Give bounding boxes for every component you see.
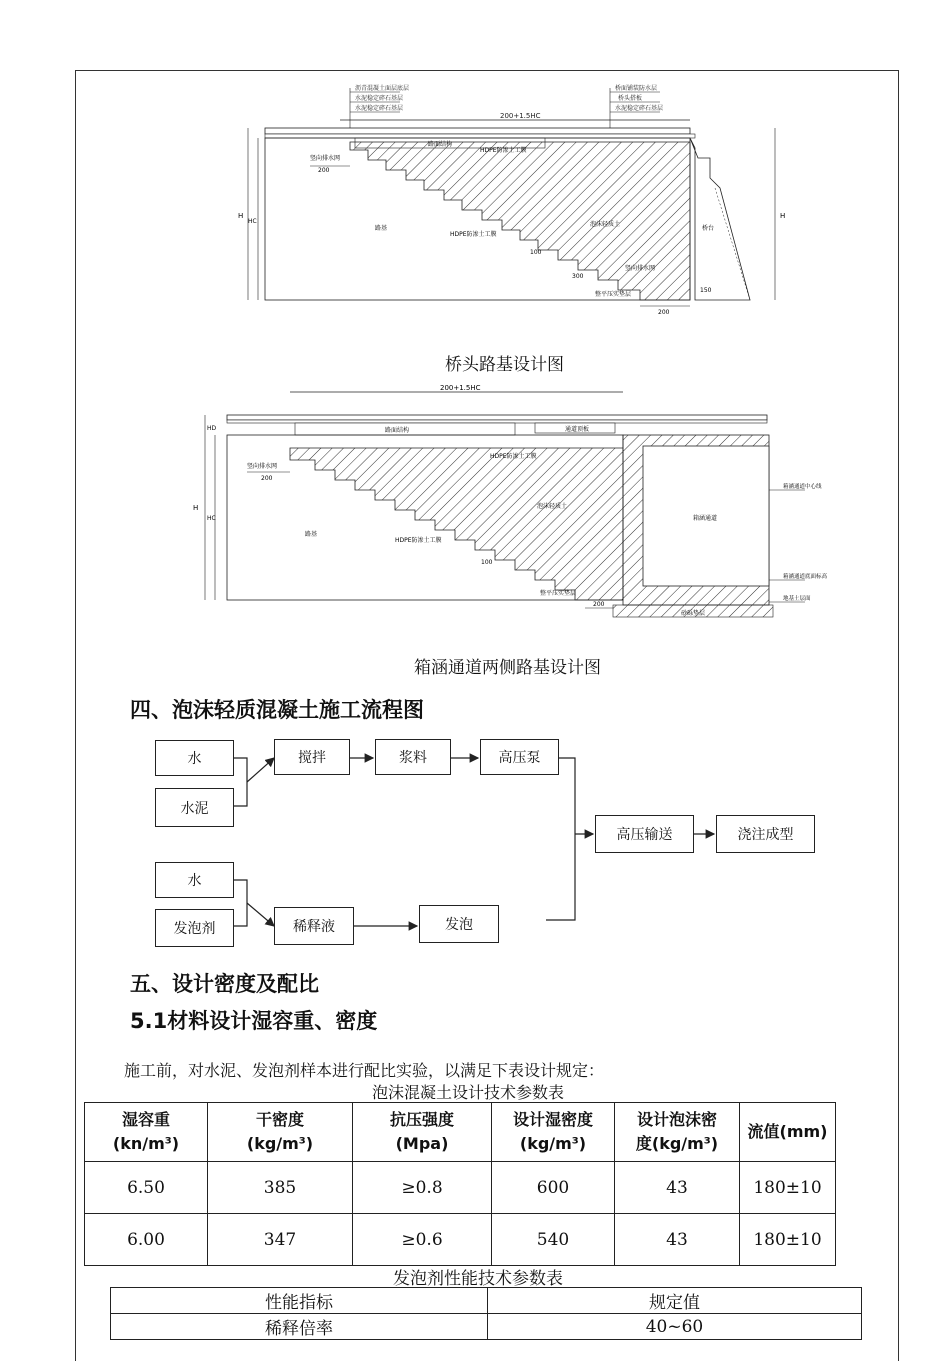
foaming-agent-param-table (110, 1287, 862, 1340)
label-drain-top: 竖向排水网 (310, 155, 341, 162)
label-roof: 通道顶板 (565, 426, 590, 433)
label-drain-bottom: 竖向排水网 (625, 265, 656, 272)
flow-pour: 浇注成型 (716, 815, 815, 853)
label-embankment: 路基 (375, 225, 388, 232)
table-header: 流值(mm) (740, 1103, 836, 1162)
label-foam-fill-2: 泡沫轻质土 (537, 503, 568, 510)
label-layer3: 水泥稳定碎石基层 (355, 105, 404, 112)
label-cushion: 砂砾垫层 (681, 610, 706, 617)
foam-concrete-param-table (84, 1102, 836, 1266)
table2-title: 发泡剂性能技术参数表 (393, 1269, 563, 1289)
dim-150: 150 (700, 287, 712, 294)
dim-label-top: 200+1.5HC (500, 112, 541, 120)
label-embankment-2: 路基 (305, 531, 318, 538)
table-cell: 180±10 (740, 1162, 836, 1214)
box-culvert-roadbed-drawing (185, 380, 835, 630)
label-foam-fill: 泡沫轻质土 (590, 221, 621, 228)
label-ground: 地基土层面 (783, 596, 811, 602)
flow-slurry: 浆料 (375, 739, 451, 775)
table-row (111, 1314, 862, 1340)
label-box: 箱涵通道 (693, 515, 718, 522)
flow-mix: 搅拌 (274, 739, 350, 775)
flow-foaming-agent: 发泡剂 (155, 909, 234, 947)
table-header: 湿容重 (kn/m³) (85, 1103, 208, 1162)
table-cell: ≥0.6 (353, 1214, 492, 1266)
dim-200a-2: 200 (261, 475, 273, 482)
label-pavement-2: 路面结构 (385, 427, 410, 434)
table-row (85, 1162, 836, 1214)
table-cell: 43 (615, 1162, 740, 1214)
section4-title: 四、泡沫轻质混凝土施工流程图 (130, 698, 424, 722)
table-header: 设计湿密度 (kg/m³) (492, 1103, 615, 1162)
table-header-row (111, 1288, 862, 1314)
dim-H-right: H (780, 212, 786, 220)
label-base-leveling-2: 整平压实垫层 (540, 590, 577, 597)
label-hdpe-top-2: HDPE防渗土工膜 (490, 453, 537, 460)
label-base-leveling: 整平压实垫层 (595, 291, 632, 298)
dim-label-top-2: 200+1.5HC (440, 384, 481, 392)
dim-200a: 200 (318, 167, 330, 174)
table-cell: 540 (492, 1214, 615, 1266)
table-header: 设计泡沫密 度(kg/m³) (615, 1103, 740, 1162)
dim-200b: 200 (658, 309, 670, 316)
dim-300: 300 (572, 273, 584, 280)
flow-transport: 高压输送 (595, 815, 694, 853)
label-abutment: 桥台 (702, 225, 715, 232)
table-header: 规定值 (488, 1288, 862, 1314)
table-cell: 6.00 (85, 1214, 208, 1266)
label-rlayer3: 水泥稳定碎石基层 (615, 105, 664, 112)
dim-200b-2: 200 (593, 601, 605, 608)
flow-water-2: 水 (155, 862, 234, 898)
label-rlayer1: 桥面铺装防水层 (615, 85, 658, 92)
label-bottom-line: 箱涵通道底面标高 (783, 574, 828, 580)
table-header: 性能指标 (111, 1288, 488, 1314)
table1-title: 泡沫混凝土设计技术参数表 (372, 1083, 565, 1102)
table-cell: 43 (615, 1214, 740, 1266)
table-cell: 40~60 (488, 1314, 862, 1340)
label-hdpe-top: HDPE防渗土工膜 (480, 147, 527, 154)
table-cell: 稀释倍率 (111, 1314, 488, 1340)
flow-water-1: 水 (155, 740, 234, 776)
table-cell: ≥0.8 (353, 1162, 492, 1214)
label-hdpe-mid: HDPE防渗土工膜 (450, 231, 497, 238)
dim-HD-2: HD (207, 425, 217, 432)
dim-H-2: H (193, 504, 199, 512)
section5-subtitle: 5.1材料设计湿容重、密度 (130, 1009, 378, 1033)
table-header: 干密度 (kg/m³) (208, 1103, 353, 1162)
bridge-head-roadbed-drawing (210, 78, 800, 318)
section5-title: 五、设计密度及配比 (130, 972, 319, 996)
dim-100: 100 (530, 249, 542, 256)
dim-HC-2: HC (207, 515, 216, 522)
figure2-caption: 箱涵通道两侧路基设计图 (414, 658, 601, 678)
table-cell: 6.50 (85, 1162, 208, 1214)
label-layer2: 水泥稳定碎石基层 (355, 95, 404, 102)
table-row (85, 1214, 836, 1266)
table-header-row (85, 1103, 836, 1162)
table-cell: 347 (208, 1214, 353, 1266)
dim-H-left: H (238, 212, 244, 220)
table-header: 抗压强度 (Mpa) (353, 1103, 492, 1162)
label-hdpe-mid-2: HDPE防渗土工膜 (395, 537, 442, 544)
table-cell: 180±10 (740, 1214, 836, 1266)
dim-100-2: 100 (481, 559, 493, 566)
table-cell: 385 (208, 1162, 353, 1214)
label-rlayer2: 桥头搭板 (618, 95, 643, 102)
dim-HC-left: HC (248, 218, 257, 225)
figure1-caption: 桥头路基设计图 (445, 355, 564, 375)
flow-dilution: 稀释液 (274, 907, 354, 945)
table-cell: 600 (492, 1162, 615, 1214)
label-centerline: 箱涵通道中心线 (783, 484, 822, 490)
label-drain-2: 竖向排水网 (247, 463, 278, 470)
flow-foaming: 发泡 (419, 905, 499, 943)
flow-pump: 高压泵 (480, 739, 559, 775)
flow-cement: 水泥 (155, 788, 234, 827)
label-layer1: 沥青混凝土面层底层 (355, 85, 410, 92)
section5-intro: 施工前，对水泥、发泡剂样本进行配比实验，以满足下表设计规定： (124, 1061, 605, 1080)
